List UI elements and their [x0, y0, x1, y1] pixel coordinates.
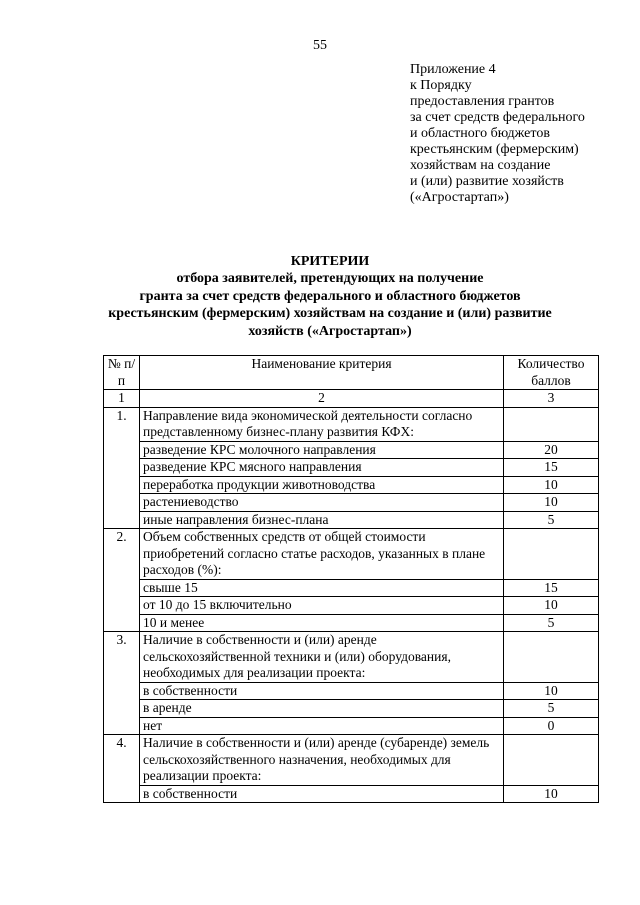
- header-name: Наименование критерия: [140, 356, 504, 390]
- option-points: 10: [504, 785, 599, 803]
- option-points: 10: [504, 494, 599, 512]
- option-label: в собственности: [140, 785, 504, 803]
- table-index-row: [104, 390, 599, 408]
- option-label: разведение КРС мясного направления: [140, 459, 504, 477]
- header-num: № п/п: [104, 356, 140, 390]
- option-label: разведение КРС молочного направления: [140, 441, 504, 459]
- criterion-points-empty: [504, 735, 599, 786]
- option-label: растениеводство: [140, 494, 504, 512]
- option-label: свыше 15: [140, 579, 504, 597]
- criterion-points-empty: [504, 632, 599, 683]
- criterion-title: Наличие в собственности и (или) аренде сельскохозяйственной техники и (или) оборудования, необходимых для реализации проекта:: [140, 632, 504, 683]
- option-label: нет: [140, 717, 504, 735]
- table-row: [104, 717, 599, 735]
- option-points: 15: [504, 459, 599, 477]
- appendix-line: хозяйствам на создание: [410, 158, 551, 173]
- appendix-note: [410, 62, 630, 206]
- table-row: [104, 579, 599, 597]
- appendix-line: предоставления грантов: [410, 94, 555, 109]
- option-points: 10: [504, 682, 599, 700]
- option-points: 5: [504, 700, 599, 718]
- option-label: переработка продукции животноводства: [140, 476, 504, 494]
- index-cell: 1: [104, 390, 140, 408]
- criterion-title: Направление вида экономической деятельности согласно представленному бизнес-плану развития КФХ:: [140, 407, 504, 441]
- appendix-line: и областного бюджетов: [410, 126, 550, 141]
- option-points: 5: [504, 614, 599, 632]
- option-points: 0: [504, 717, 599, 735]
- option-points: 15: [504, 579, 599, 597]
- criterion-row: [104, 407, 599, 441]
- title-line: отбора заявителей, претендующих на получение: [176, 271, 484, 287]
- table-row: [104, 785, 599, 803]
- title-line: крестьянским (фермерским) хозяйствам на создание и (или) развитие: [108, 306, 552, 322]
- option-label: в аренде: [140, 700, 504, 718]
- appendix-line: Приложение 4: [410, 62, 496, 77]
- option-points: 10: [504, 597, 599, 615]
- title-heading: КРИТЕРИИ: [290, 254, 370, 269]
- appendix-line: крестьянским (фермерским): [410, 142, 579, 157]
- table-row: [104, 441, 599, 459]
- appendix-line: за счет средств федерального: [410, 110, 585, 125]
- criterion-points-empty: [504, 529, 599, 580]
- criterion-number: 1.: [104, 407, 140, 529]
- table-row: [104, 597, 599, 615]
- table-row: [104, 476, 599, 494]
- header-points: Количество баллов: [504, 356, 599, 390]
- option-points: 20: [504, 441, 599, 459]
- option-label: в собственности: [140, 682, 504, 700]
- table-row: [104, 459, 599, 477]
- criterion-number: 2.: [104, 529, 140, 632]
- criterion-row: [104, 632, 599, 683]
- criterion-title: Объем собственных средств от общей стоимости приобретений согласно статье расходов, указанных в плане расходов (%):: [140, 529, 504, 580]
- appendix-line: и (или) развитие хозяйств: [410, 174, 564, 189]
- option-label: от 10 до 15 включительно: [140, 597, 504, 615]
- appendix-line: («Агростартап»): [410, 190, 509, 205]
- table-body: [104, 407, 599, 803]
- table-row: [104, 614, 599, 632]
- criterion-row: [104, 735, 599, 786]
- table-row: [104, 494, 599, 512]
- appendix-line: к Порядку: [410, 78, 472, 93]
- index-cell: 2: [140, 390, 504, 408]
- criterion-number: 4.: [104, 735, 140, 803]
- title-line: гранта за счет средств федерального и областного бюджетов: [139, 288, 521, 304]
- option-points: 10: [504, 476, 599, 494]
- document-title: [80, 253, 580, 340]
- table-row: [104, 511, 599, 529]
- criterion-points-empty: [504, 407, 599, 441]
- option-points: 5: [504, 511, 599, 529]
- page-number: 55: [313, 38, 327, 53]
- table-header-row: [104, 356, 599, 390]
- option-label: 10 и менее: [140, 614, 504, 632]
- criteria-table: [103, 355, 599, 803]
- criterion-title: Наличие в собственности и (или) аренде (субаренде) земель сельскохозяйственного назначения, необходимых для реализации проекта:: [140, 735, 504, 786]
- criterion-number: 3.: [104, 632, 140, 735]
- title-line: хозяйств («Агростартап»): [248, 323, 412, 339]
- table-row: [104, 700, 599, 718]
- table-row: [104, 682, 599, 700]
- option-label: иные направления бизнес-плана: [140, 511, 504, 529]
- index-cell: 3: [504, 390, 599, 408]
- criterion-row: [104, 529, 599, 580]
